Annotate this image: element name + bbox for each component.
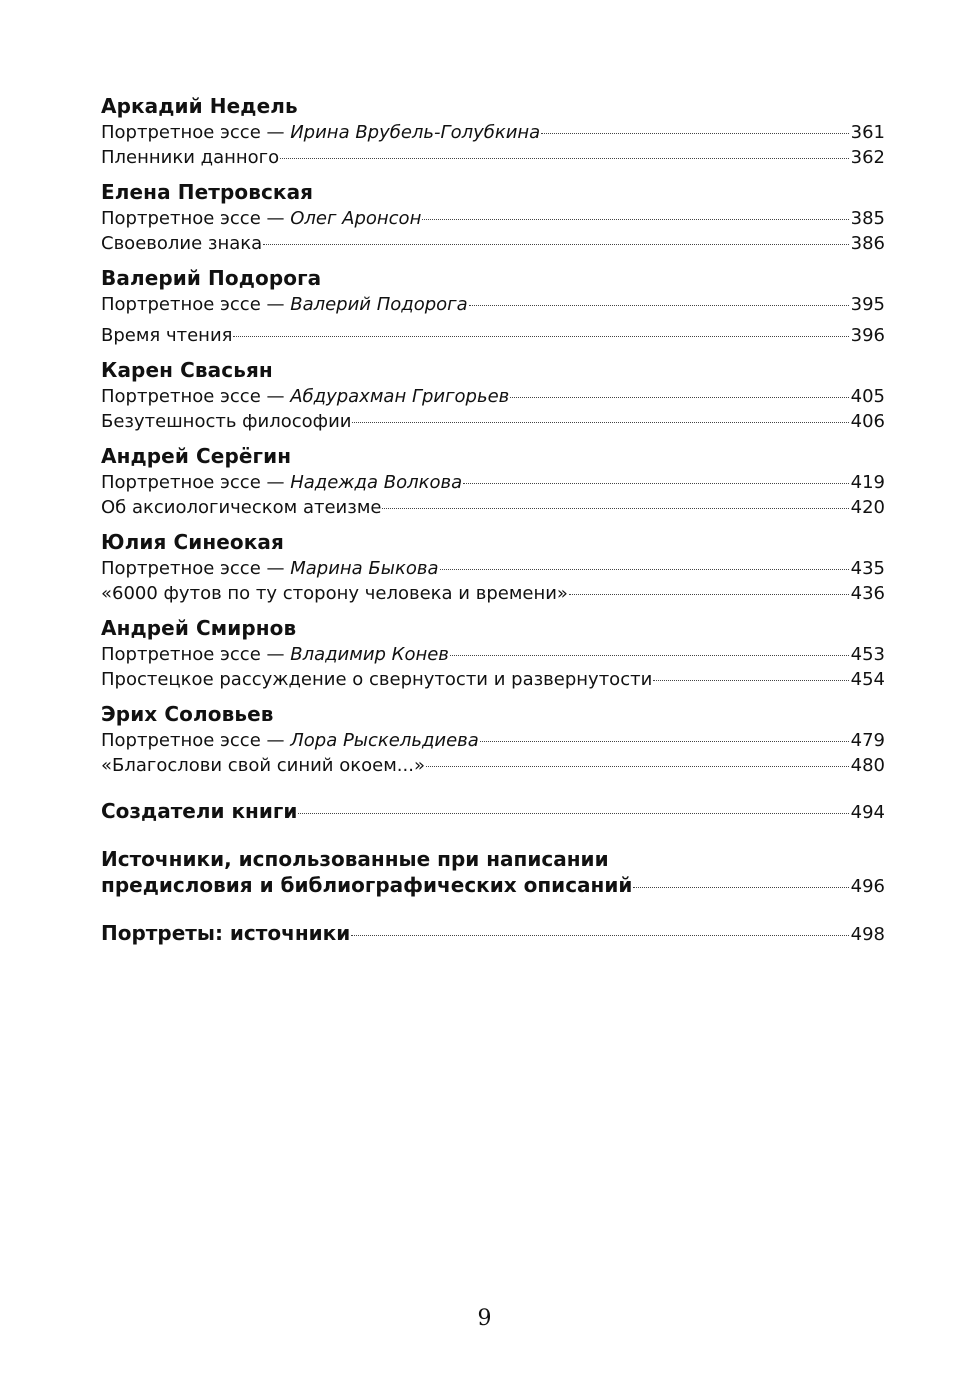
- entry-title: Время чтения: [101, 325, 233, 346]
- backmatter-entry[interactable]: [101, 846, 885, 900]
- dot-leader: [298, 813, 848, 814]
- toc-entry[interactable]: [101, 920, 885, 948]
- toc-entry[interactable]: [101, 642, 885, 667]
- entry-title: Портретное эссе — Ирина Врубель-Голубкина: [101, 122, 541, 143]
- toc-section: [101, 614, 885, 692]
- entry-page: 494: [850, 802, 885, 823]
- entry-title: Портреты: источники: [101, 921, 351, 945]
- entry-title: предисловия и библиографических описаний: [101, 873, 633, 897]
- toc-section: [101, 442, 885, 520]
- entry-title: Создатели книги: [101, 799, 298, 823]
- toc-section: [101, 178, 885, 256]
- author-name: Карен Свасьян: [101, 358, 273, 382]
- toc-entry[interactable]: [101, 409, 885, 434]
- dot-leader: [463, 483, 849, 484]
- entry-page: 419: [850, 472, 885, 493]
- dot-leader: [469, 305, 849, 306]
- entry-title: «6000 футов по ту сторону человека и времени»: [101, 583, 568, 604]
- toc-section: [101, 356, 885, 434]
- entry-page: 479: [850, 730, 885, 751]
- toc-entry[interactable]: [101, 556, 885, 581]
- author-name: Андрей Смирнов: [101, 616, 297, 640]
- dot-leader: [382, 508, 848, 509]
- entry-page: 385: [850, 208, 885, 229]
- toc-entry[interactable]: [101, 470, 885, 495]
- dot-leader: [426, 766, 849, 767]
- toc-entry[interactable]: [101, 206, 885, 231]
- toc-section: [101, 264, 885, 348]
- entry-page: 436: [850, 583, 885, 604]
- entry-page: 496: [850, 876, 885, 897]
- author-name: Эрих Соловьев: [101, 702, 274, 726]
- entry-title: Портретное эссе — Надежда Волкова: [101, 472, 463, 493]
- toc-section: [101, 528, 885, 606]
- entry-page: 395: [850, 294, 885, 315]
- dot-leader: [633, 887, 848, 888]
- entry-title: Своеволие знака: [101, 233, 263, 254]
- entry-page: 420: [850, 497, 885, 518]
- entry-page: 435: [850, 558, 885, 579]
- entry-page: 453: [850, 644, 885, 665]
- page-number: 9: [477, 1306, 492, 1331]
- toc-entry[interactable]: [101, 798, 885, 826]
- toc-entry[interactable]: [101, 323, 885, 348]
- author-name: Аркадий Недель: [101, 94, 298, 118]
- toc-entry[interactable]: [101, 728, 885, 753]
- toc-section: [101, 700, 885, 778]
- entry-title: Портретное эссе — Валерий Подорога: [101, 294, 468, 315]
- entry-title-line1: Источники, использованные при написании: [101, 847, 609, 871]
- backmatter-entry[interactable]: [101, 920, 885, 948]
- entry-title: Портретное эссе — Олег Аронсон: [101, 208, 422, 229]
- entry-page: 498: [850, 924, 885, 945]
- dot-leader: [510, 397, 848, 398]
- toc-entry[interactable]: [101, 231, 885, 256]
- dot-leader: [352, 422, 848, 423]
- dot-leader: [422, 219, 848, 220]
- toc-entry[interactable]: [101, 120, 885, 145]
- entry-title: Безутешность философии: [101, 411, 352, 432]
- dot-leader: [653, 680, 848, 681]
- table-of-contents: [101, 92, 885, 948]
- entry-title: Пленники данного: [101, 147, 280, 168]
- backmatter-entry[interactable]: [101, 798, 885, 826]
- dot-leader: [450, 655, 849, 656]
- entry-page: 361: [850, 122, 885, 143]
- dot-leader: [280, 158, 849, 159]
- toc-entry[interactable]: [101, 292, 885, 317]
- toc-entry[interactable]: [101, 667, 885, 692]
- entry-title: Об аксиологическом атеизме: [101, 497, 382, 518]
- author-name: Елена Петровская: [101, 180, 314, 204]
- entry-title: «Благослови свой синий окоем...»: [101, 755, 425, 776]
- toc-entry[interactable]: [101, 872, 885, 900]
- entry-page: 396: [850, 325, 885, 346]
- entry-title: Портретное эссе — Абдурахман Григорьев: [101, 386, 510, 407]
- entry-title: Простецкое рассуждение о свернутости и развернутости: [101, 669, 653, 690]
- entry-title: Портретное эссе — Владимир Конев: [101, 644, 449, 665]
- entry-page: 480: [850, 755, 885, 776]
- dot-leader: [233, 336, 848, 337]
- author-name: Юлия Синеокая: [101, 530, 284, 554]
- author-name: Андрей Серёгин: [101, 444, 292, 468]
- dot-leader: [541, 133, 848, 134]
- entry-page: 406: [850, 411, 885, 432]
- dot-leader: [263, 244, 848, 245]
- toc-entry[interactable]: [101, 495, 885, 520]
- dot-leader: [569, 594, 849, 595]
- entry-page: 386: [850, 233, 885, 254]
- entry-title: Портретное эссе — Марина Быкова: [101, 558, 439, 579]
- dot-leader: [440, 569, 849, 570]
- toc-section: [101, 92, 885, 170]
- entry-page: 362: [850, 147, 885, 168]
- author-name: Валерий Подорога: [101, 266, 322, 290]
- toc-entry[interactable]: [101, 145, 885, 170]
- dot-leader: [351, 935, 848, 936]
- toc-entry[interactable]: [101, 581, 885, 606]
- dot-leader: [480, 741, 849, 742]
- toc-entry[interactable]: [101, 753, 885, 778]
- entry-title: Портретное эссе — Лора Рыскельдиева: [101, 730, 479, 751]
- toc-entry[interactable]: [101, 384, 885, 409]
- entry-page: 405: [850, 386, 885, 407]
- entry-page: 454: [850, 669, 885, 690]
